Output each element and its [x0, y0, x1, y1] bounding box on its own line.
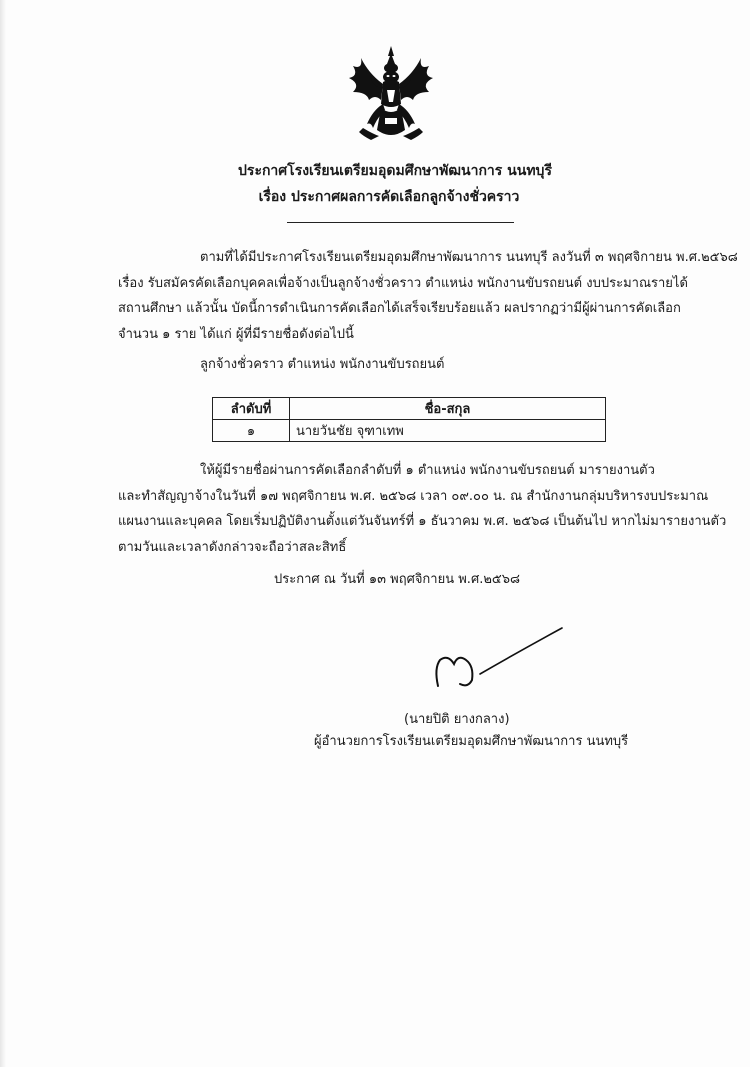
position-heading: ลูกจ้างชั่วคราว ตำแหน่ง พนักงานขับรถยนต์	[200, 357, 445, 372]
announcement-title: ประกาศโรงเรียนเตรียมอุดมศึกษาพัฒนาการ นนทบุรี	[238, 163, 552, 179]
instruction-line: และทำสัญญาจ้างในวันที่ ๑๗ พฤศจิกายน พ.ศ. ๒๕๖๘ เวลา ๐๙.๐๐ น. ณ สำนักงานกลุ่มบริหารงบประมาณ	[118, 488, 709, 504]
column-header-name: ชื่อ-สกุล	[290, 398, 606, 420]
instruction-line: แผนงานและบุคคล โดยเริ่มปฏิบัติงานตั้งแต่วันจันทร์ที่ ๑ ธันวาคม พ.ศ. ๒๕๖๘ เป็นต้นไป หากไม่มารายงานตัว	[118, 514, 727, 529]
announcement-subject: เรื่อง ประกาศผลการคัดเลือกลูกจ้างชั่วคราว	[258, 189, 520, 205]
intro-paragraph	[118, 245, 738, 347]
table-header-row	[213, 398, 606, 420]
title-divider	[287, 222, 514, 223]
signatory-name: (นายปิติ ยางกลาง)	[404, 712, 510, 727]
page-edge-shadow	[0, 0, 6, 1067]
handwritten-signature	[428, 624, 568, 694]
cell-name: นายวันชัย จุฑาเทพ	[290, 420, 606, 442]
instruction-line: ตามวันและเวลาดังกล่าวจะถือว่าสละสิทธิ์	[118, 539, 347, 555]
announcement-date: ประกาศ ณ วันที่ ๑๓ พฤศจิกายน พ.ศ.๒๕๖๘	[274, 572, 521, 587]
garuda-emblem-icon	[343, 44, 439, 144]
signatory-position: ผู้อำนวยการโรงเรียนเตรียมอุดมศึกษาพัฒนาการ นนทบุรี	[314, 734, 629, 749]
instruction-line: ให้ผู้มีรายชื่อผ่านการคัดเลือกลำดับที่ ๑ ตำแหน่ง พนักงานขับรถยนต์ มารายงานตัว	[200, 463, 655, 478]
cell-order: ๑	[213, 420, 290, 442]
intro-line: ตามที่ได้มีประกาศโรงเรียนเตรียมอุดมศึกษาพัฒนาการ นนทบุรี ลงวันที่ ๓ พฤศจิกายน พ.ศ.๒๕๖๘	[200, 250, 738, 265]
table-row	[213, 420, 606, 442]
intro-line: สถานศึกษา แล้วนั้น บัดนี้การดำเนินการคัดเลือกได้เสร็จเรียบร้อยแล้ว ผลปรากฏว่ามีผู้ผ่านการคัดเลือก	[118, 301, 681, 316]
instruction-paragraph	[118, 458, 727, 560]
column-header-order: ลำดับที่	[213, 398, 290, 420]
intro-line: จำนวน ๑ ราย ได้แก่ ผู้ที่มีรายชื่อดังต่อไปนี้	[118, 326, 354, 342]
intro-line: เรื่อง รับสมัครคัดเลือกบุคคลเพื่อจ้างเป็นลูกจ้างชั่วคราว ตำแหน่ง พนักงานขับรถยนต์ งบประมาณรายได้	[118, 275, 688, 291]
selected-candidates-table	[212, 397, 606, 442]
